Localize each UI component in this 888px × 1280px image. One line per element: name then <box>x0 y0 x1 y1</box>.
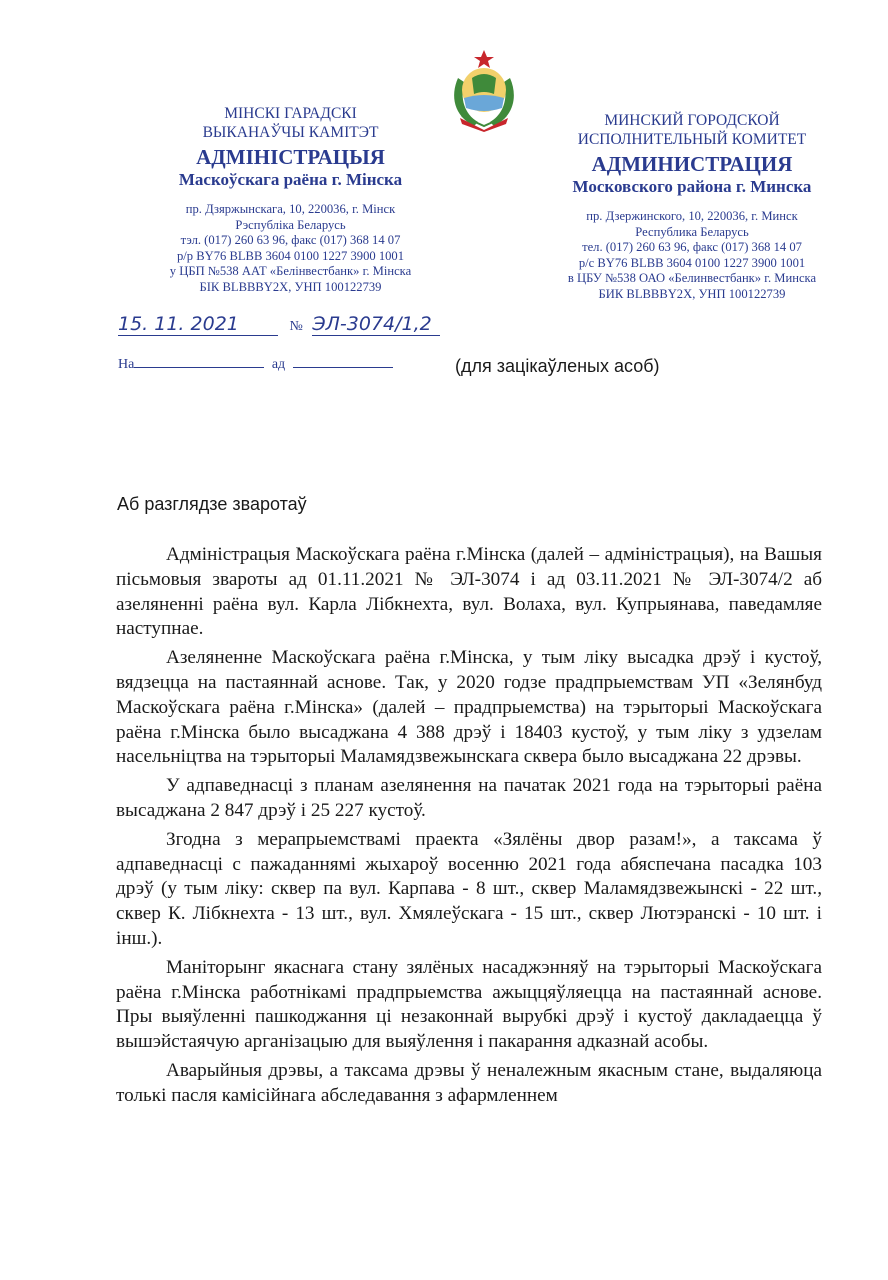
body-paragraph: Адміністрацыя Маскоўскага раёна г.Мінска (далей – адміністрацыя), на Вашыя пісьмовыя звароты ад 01.11.2021 № ЭЛ-3074 і ад 03.11.2021 № ЭЛ-3074/2 аб азеляненні раёна вул. Карла Лібкнехта, вул. Волаха, вул. Купрыянава, паведамляе наступнае. <box>116 544 822 640</box>
registration-line <box>118 313 440 336</box>
org-address-block <box>512 209 872 302</box>
phone-line: тел. (017) 260 63 96, факс (017) 368 14 07 <box>582 240 802 254</box>
reference-from-label: ад <box>271 357 286 372</box>
bank-line: в ЦБУ №538 ОАО «Белинвестбанк» г. Минска <box>567 271 817 285</box>
reference-line <box>118 355 393 373</box>
address-line: Республика Беларусь <box>635 224 749 239</box>
bik-line: БИК BLBBBY2X, УНП 100122739 <box>598 286 786 301</box>
bik-line: БІК BLBBBY2X, УНП 100122739 <box>199 279 382 294</box>
outgoing-number: ЭЛ-3074/1,2 <box>312 313 440 336</box>
letter-body <box>116 543 822 1113</box>
body-paragraph: Азеляненне Маскоўскага раёна г.Мінска, у тым ліку высадка дрэў і кустоў, вядзецца на пастаяннай аснове. Так, у 2020 годзе прадпрыемствам УП «Зелянбуд Маскоўскага раёна г.Мінска» (далей – прадпрыемства) на тэрыторыі Маскоўскага раёна г.Мінска было высаджана 4 388 дрэў і 18403 кустоў, у тым ліку з удзелам насельніцтва на тэрыторыі Маламядзвежынскага сквера было высаджана 22 дрэвы. <box>116 647 822 768</box>
letter-subject: Аб разглядзе зваротаў <box>117 494 307 514</box>
org-admin-title: АДМІНІСТРАЦЫЯ <box>196 145 385 169</box>
body-paragraph: Аварыйныя дрэвы, а таксама дрэвы ў неналежным якасным стане, выдаляюца толькі пасля камісійнага абследавання з афармленнем <box>116 1059 822 1106</box>
account-line: р/р BY76 BLBB 3604 0100 1227 3900 1001 <box>176 248 405 263</box>
org-district: Московского района г. Минска <box>572 177 812 196</box>
address-line: пр. Дзяржынскага, 10, 220036, г. Мінск <box>185 202 396 216</box>
org-admin-title: АДМИНИСТРАЦИЯ <box>591 152 793 176</box>
body-paragraph: У адпаведнасці з планам азелянення на пачатак 2021 года на тэрыторыі раёна высаджана 2 847 дрэў і 25 227 кустоў. <box>116 775 822 821</box>
org-line-1: МІНСКІ ГАРАДСКІ <box>224 105 357 122</box>
account-line: р/с BY76 BLBB 3604 0100 1227 3900 1001 <box>578 255 806 270</box>
outgoing-date: 15. 11. 2021 <box>118 313 278 336</box>
org-line-2: ВЫКАНАЎЧЫ КАМІТЭТ <box>202 124 379 141</box>
address-line: пр. Дзержинского, 10, 220036, г. Минск <box>586 209 798 223</box>
letterhead-belarusian <box>118 104 463 295</box>
addressee: (для зацікаўленых асоб) <box>455 356 660 376</box>
number-label: № <box>289 319 303 334</box>
reference-to-label: На <box>118 357 135 372</box>
body-paragraph: Маніторынг якаснага стану зялёных насаджэнняў на тэрыторыі Маскоўскага раёна г.Мінска работнікамі прадпрыемства ажыццяўляецца на пастаяннай аснове. Пры выяўленні пашкоджання ці незаконнай вырубкі дрэў і кустоў дакладаецца ў вышэйстаячую арганізацыю для выяўлення і пакарання адказнай асобы. <box>116 956 822 1053</box>
phone-line: тэл. (017) 260 63 96, факс (017) 368 14 07 <box>180 233 401 247</box>
org-line-2: ИСПОЛНИТЕЛЬНЫЙ КОМИТЕТ <box>577 131 807 148</box>
body-paragraph: Згодна з мерапрыемствамі праекта «Зялёны двор разам!», а таксама ў адпаведнасці с пажаданнямі жыхароў восенню 2021 года абяспечана пасадка 103 дрэў (у тым ліку: сквер па вул. Карпава - 8 шт., сквер Маламядзвежынскі - 22 шт., сквер К. Лібкнехта - 13 шт., вул. Хмялеўскага - 15 шт., сквер Лютэранскі - 10 шт. і інш.). <box>116 828 822 949</box>
letterhead-russian <box>512 111 872 302</box>
org-address-block <box>118 202 463 295</box>
org-line-1: МИНСКИЙ ГОРОДСКОЙ <box>604 112 780 129</box>
address-line: Рэспубліка Беларусь <box>235 217 346 232</box>
bank-line: у ЦБП №538 ААТ «Белінвестбанк» г. Мінска <box>169 264 412 278</box>
org-district: Маскоўскага раёна г. Мінска <box>178 170 403 189</box>
